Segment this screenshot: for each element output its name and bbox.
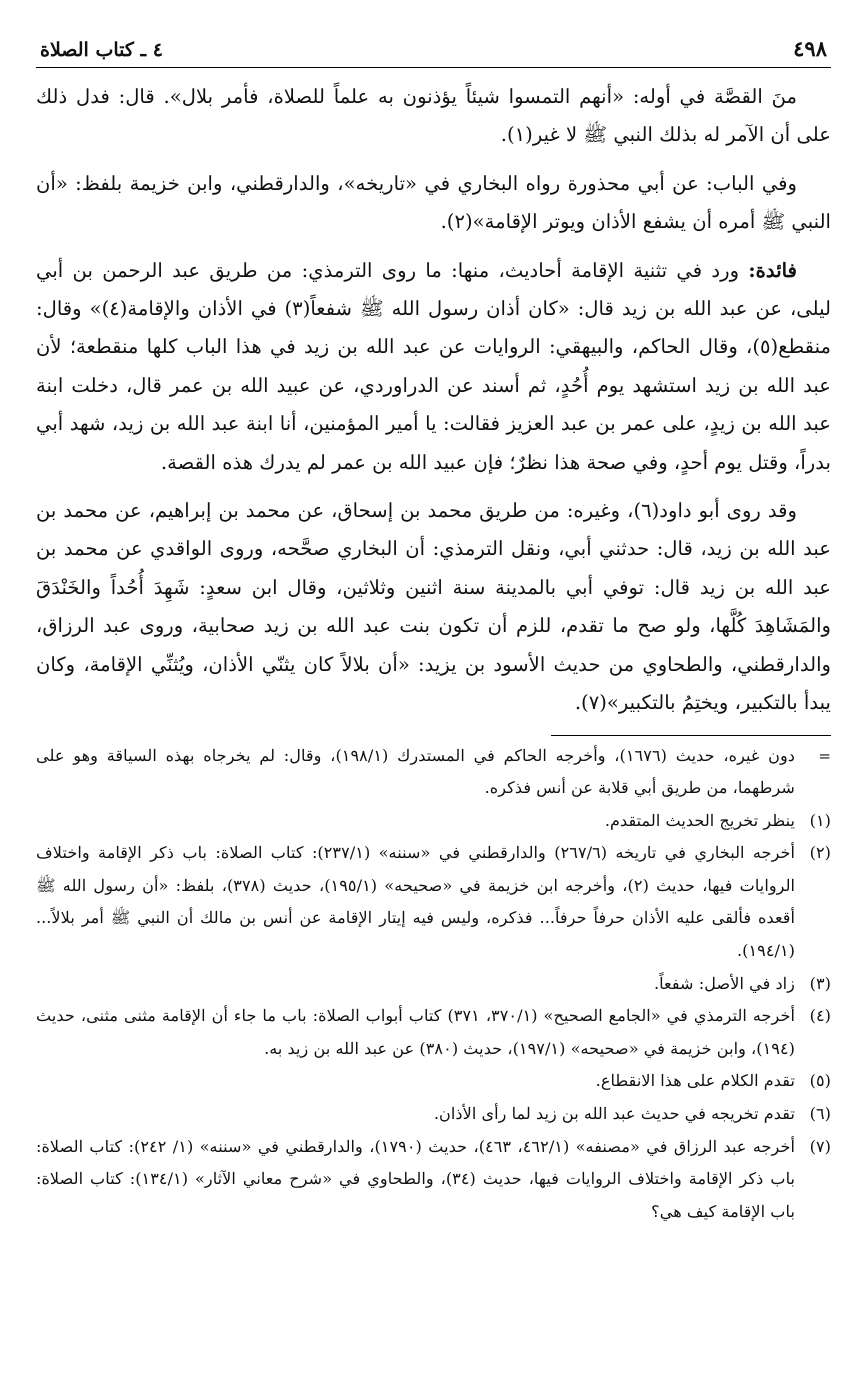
footnote-text: أخرجه عبد الرزاق في «مصنفه» (٤٦٢/١، ٤٦٣)، حديث (١٧٩٠)، والدارقطني في «سننه» (١/ ٢٤٢): كتاب الصلاة: باب ذكر الإقامة واختلاف الروايات فيها، حديث (٣٤)، والطحاوي في «شرح معاني الآثار» (١٣٤/١): كتاب الصلاة: باب الإقامة كيف هي؟ [36,1136,796,1221]
running-title: ٤ ـ كتاب الصلاة [40,39,163,61]
paragraph-text: وفي الباب: عن أبي محذورة رواه البخاري في «تاريخه»، والدارقطني، وابن خزيمة بلفظ: «أن النبي ﷺ أمره أن يشفع الأذان ويوتر الإقامة»(٢). [36,171,831,234]
footnote-number: (٧) [809,1136,831,1156]
footnote-number: (٢) [809,843,831,863]
footnote-text: تقدم الكلام على هذا الانقطاع. [595,1071,795,1091]
footnote-number: (٥) [809,1071,831,1091]
paragraph-lead: فائدة: [748,258,797,282]
footnote [36,1000,831,1065]
footnote [36,740,831,805]
page-header [36,36,831,68]
footnote-text: أخرجه البخاري في تاريخه (٢٦٧/٦) والدارقطني في «سننه» (٢٣٧/١): كتاب الصلاة: باب ذكر الإقامة واختلاف الروايات فيها، حديث (٢)، وأخرجه ابن خزيمة في «صحيحه» (١٩٥/١)، حديث (٣٧٨)، بلفظ: «أن رسول الله ﷺ أقعده فألقى عليه الأذان حرفاً حرفاً... فذكره، وليس فيه إيتار الإقامة عن أنس بن مالك أن النبي ﷺ أمر بلالاً... (١٩٤/١). [36,843,795,961]
footnote-text: أخرجه الترمذي في «الجامع الصحيح» (٣٧٠/١، ٣٧١) كتاب أبواب الصلاة: باب ما جاء أن الإقامة مثنى مثنى، حديث (١٩٤)، وابن خزيمة في «صحيحه» (١٩٧/١)، حديث (٣٨٠) عن عبد الله بن زيد به. [36,1006,795,1058]
footnote-number: (٤) [809,1006,831,1026]
paragraph-text: منَ القصَّة في أوله: «أنهم التمسوا شيئاً يؤذنون به علماً للصلاة، فأمر بلال». قال: فدل ذلك على أن الآمر له بذلك النبي ﷺ لا غير(١). [36,85,831,147]
footnote [36,1098,831,1131]
footnote-text: تقدم تخريجه في حديث عبد الله بن زيد لما رأى الأذان. [433,1104,795,1124]
book-page [36,36,831,1228]
footnote [36,1131,831,1229]
paragraph [36,78,831,155]
footnote [36,837,831,967]
main-text [36,78,831,723]
paragraph [36,252,831,482]
footnote-number: (٣) [809,973,831,993]
footnote [36,1065,831,1098]
footnote-number: = [818,746,831,765]
page-number: ٤٩٨ [793,36,827,61]
footnote [36,968,831,1001]
footnote-separator [551,735,831,736]
footnote-text: زاد في الأصل: شفعاً. [653,973,795,993]
paragraph-text: وقد روى أبو داود(٦)، وغيره: من طريق محمد بن إسحاق، عن محمد بن إبراهيم، عن محمد بن عبد الله بن زيد، قال: حدثني أبي، ونقل الترمذي: أن البخاري صحَّحه، وروى الواقدي عن محمد بن عبد الله بن زيد قال: توفي أبي بالمدينة سنة اثنين وثلاثين، وقال ابن سعدٍ: شَهِدَ أُحُداً والخَنْدَقَ والمَشَاهِدَ كُلَّها، ولو صح ما تقدم، للزم أن تكون بنت عبد الله بن زيد صحابية، وروى عبد الرزاق، والدارقطني، والطحاوي من حديث الأسود بن يزيد: «أن بلالاً كان يثنّي الأذان، ويُثنِّي الإقامة، وكان يبدأ بالتكبير، ويختِمُ بالتكبير»(٧). [36,499,831,715]
paragraph-text: ورد في تثنية الإقامة أحاديث، منها: ما روى الترمذي: من طريق عبد الرحمن بن أبي ليلى، عن عبد الله بن زيد قال: «كان أذان رسول الله ﷺ شفعاً(٣) في الأذان والإقامة(٤)» وقال: منقطع(٥)، وقال الحاكم، والبيهقي: الروايات عن عبد الله بن زيد في هذا الباب كلها منقطعة؛ لأن عبد الله بن زيد استشهد يوم أُحُدٍ، ثم أسند عن الدراوردي، عن عبيد الله بن عمر قال، دخلت ابنة عبد الله بن زيدٍ، على عمر بن عبد العزيز فقالت: يا أمير المؤمنين، أنا ابنة عبد الله بن زيد، شهد أبي بدراً، وقتل يوم أحدٍ، وفي صحة هذا نظرٌ؛ فإن عبيد الله بن عمر لم يدرك هذه القصة. [36,258,832,474]
footnote-text: دون غيره، حديث (١٦٧٦)، وأخرجه الحاكم في المستدرك (١٩٨/١)، وقال: لم يخرجاه بهذه السياقة وهو على شرطهما، من طريق أبي قلابة عن أنس فذكره. [36,745,796,798]
footnote [36,805,831,838]
paragraph [36,165,831,242]
footnotes [36,740,831,1229]
footnote-number: (٦) [809,1104,831,1124]
footnote-text: ينظر تخريج الحديث المتقدم. [604,810,795,830]
paragraph [36,492,831,722]
footnote-number: (١) [809,810,831,830]
